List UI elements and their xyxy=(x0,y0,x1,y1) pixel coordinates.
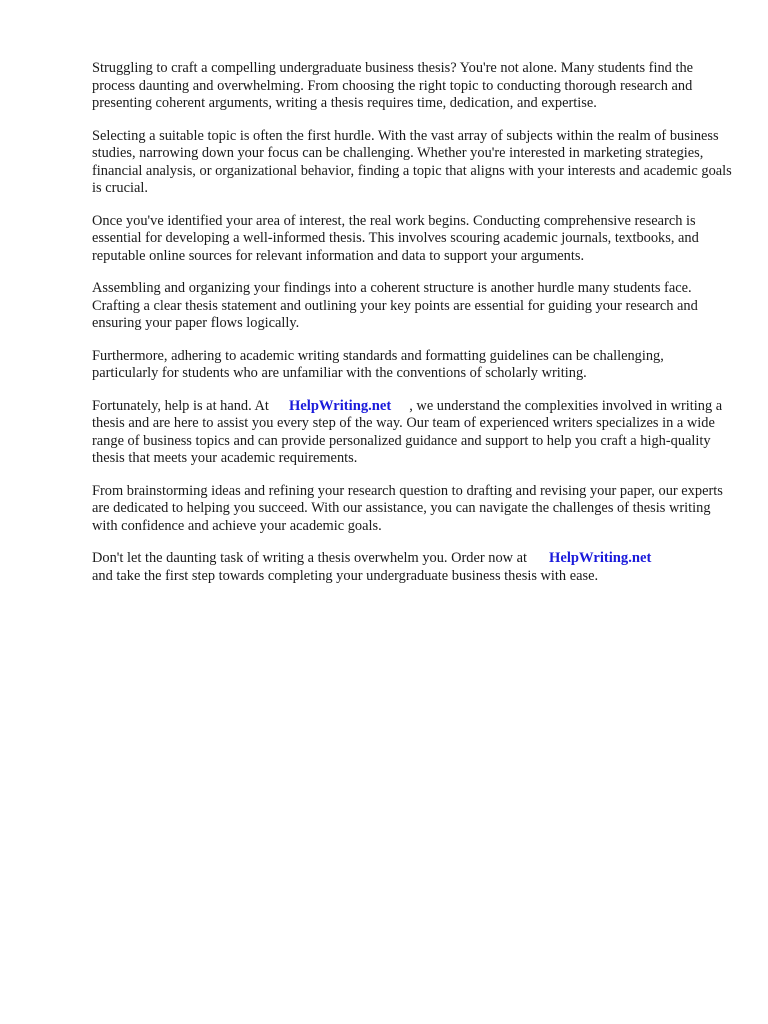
paragraph-research: Once you've identified your area of interest, the real work begins. Conducting comprehensive research is essential for developing a well-informed thesis. This involves scouring academic journals, textbooks, and reputable online sources for relevant information and data to support your arguments. xyxy=(92,212,699,264)
document-body xyxy=(92,60,732,600)
paragraph-topic: Selecting a suitable topic is often the first hurdle. With the vast array of subjects within the realm of business studies, narrowing down your focus can be challenging. Whether you're interested in marketing strategies, financial analysis, or organizational behavior, finding a topic that aligns with your interests and academic goals is crucial. xyxy=(92,127,732,196)
paragraph-structure: Assembling and organizing your findings into a coherent structure is another hurdle many students face. Crafting a clear thesis statement and outlining your key points are essential for guiding your research and ensuring your paper flows logically. xyxy=(92,280,698,331)
help-text-after: , we understand the complexities involved in writing a thesis and are here to assist you every step of the way. Our team of experienced writers specializes in a wide range of business topics and can provide personalized guidance and support to help you craft a high-quality thesis that meets your academic requirements. xyxy=(92,397,723,466)
helpwriting-order-link[interactable]: HelpWriting.net xyxy=(549,550,652,566)
paragraph-brainstorm: From brainstorming ideas and refining your research question to drafting and revising your paper, our experts are dedicated to helping you succeed. With our assistance, you can navigate the challenges of thesis writing with confidence and achieve your academic goals. xyxy=(92,482,723,534)
paragraph-help xyxy=(92,398,732,468)
closing-text-before: Don't let the daunting task of writing a thesis overwhelm you. Order now at xyxy=(92,550,528,566)
paragraph-intro: Struggling to craft a compelling undergraduate business thesis? You're not alone. Many students find the process daunting and overwhelming. From choosing the right topic to conducting thorough research and presenting coherent arguments, writing a thesis requires time, dedication, and expertise. xyxy=(92,60,694,111)
helpwriting-link[interactable]: HelpWriting.net xyxy=(288,397,392,414)
paragraph-closing xyxy=(92,550,732,585)
paragraph-standards: Furthermore, adhering to academic writing standards and formatting guidelines can be challenging, particularly for students who are unfamiliar with the conventions of scholarly writing. xyxy=(92,347,664,381)
help-text-before: Fortunately, help is at hand. At xyxy=(92,397,269,414)
closing-text-after: and take the first step towards completing your undergraduate business thesis with ease. xyxy=(92,567,599,584)
